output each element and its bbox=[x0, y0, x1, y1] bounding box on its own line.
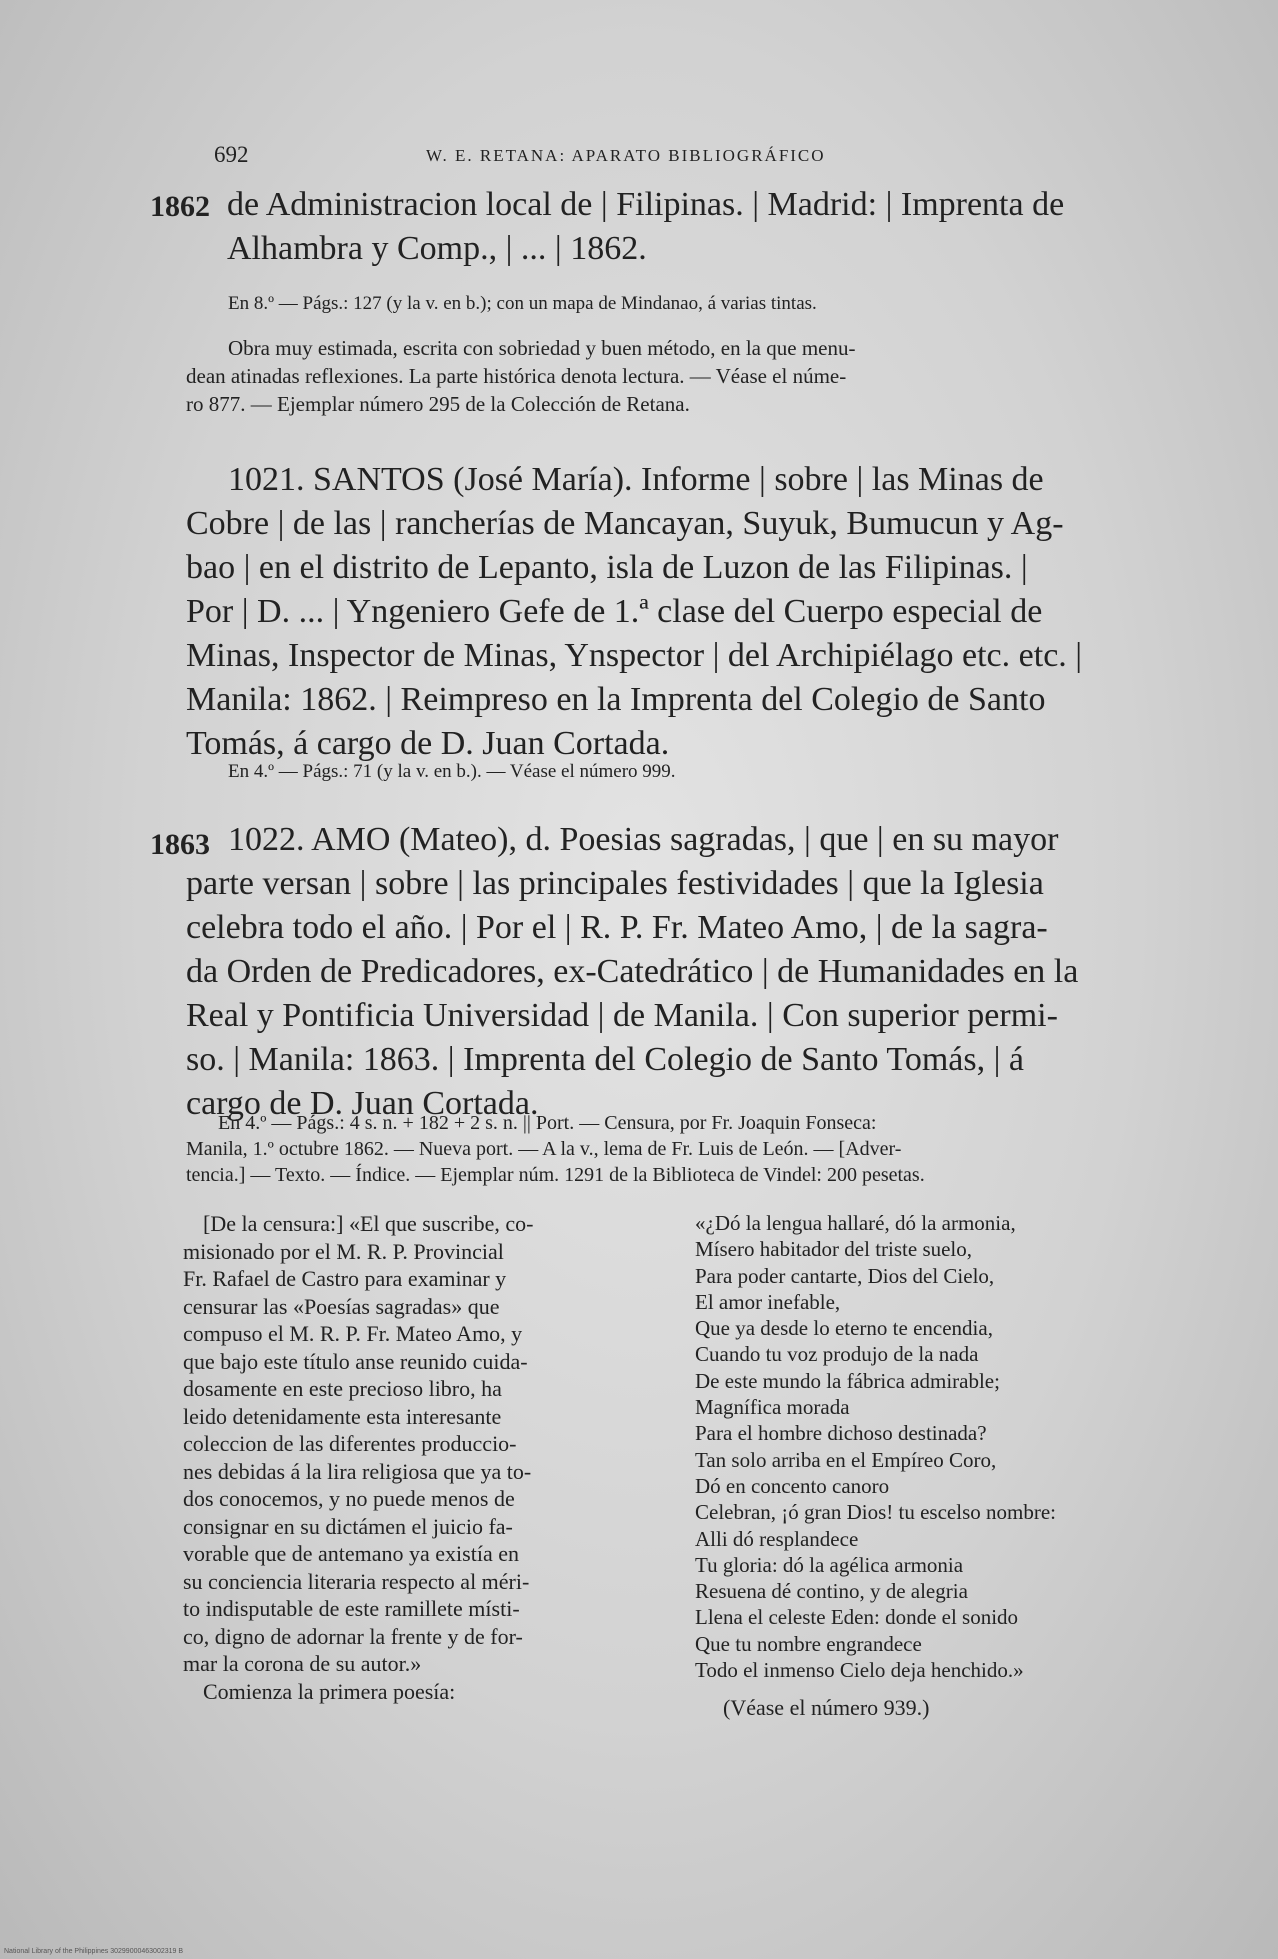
poem-line: «¿Dó la lengua hallaré, dó la armonia, bbox=[695, 1211, 1016, 1235]
poem-line: Tu gloria: dó la agélica armonia bbox=[695, 1552, 964, 1577]
scan-credit: National Library of the Philippines 30299000463002319 B bbox=[4, 1948, 184, 1955]
poem-column bbox=[695, 1210, 1195, 1722]
column-line: compuso el M. R. P. Fr. Mateo Amo, y bbox=[183, 1321, 523, 1346]
poem-line: Resuena dé contino, y de alegria bbox=[695, 1579, 968, 1604]
entry-1021-title bbox=[186, 458, 1196, 766]
title-line: Real y Pontificia Universidad | de Manila. | Con superior permi- bbox=[186, 997, 1058, 1034]
title-line: Por | D. ... | Yngeniero Gefe de 1.ª clase del Cuerpo especial de bbox=[186, 593, 1043, 630]
title-line: bao | en el distrito de Lepanto, isla de Luzon de las Filipinas. | bbox=[186, 549, 1028, 586]
poem-line: Magnífica morada bbox=[695, 1395, 850, 1420]
note-line: dean atinadas reflexiones. La parte histórica denota lectura. — Véase el núme- bbox=[186, 364, 847, 388]
collation-line: En 4.º — Págs.: 4 s. n. + 182 + 2 s. n. || Port. — Censura, por Fr. Joaquin Fonseca: bbox=[218, 1112, 877, 1134]
running-title: W. E. RETANA: APARATO BIBLIOGRÁFICO bbox=[426, 146, 826, 165]
poem-line: Llena el celeste Eden: donde el sonido bbox=[695, 1605, 1019, 1630]
title-line: cargo de D. Juan Cortada. bbox=[186, 1085, 539, 1122]
title-line: Tomás, á cargo de D. Juan Cortada. bbox=[186, 725, 670, 762]
poem-line: Para poder cantarte, Dios del Cielo, bbox=[695, 1263, 995, 1288]
column-line: misionado por el M. R. P. Provincial bbox=[183, 1238, 504, 1264]
column-line: censurar las «Poesías sagradas» que bbox=[183, 1293, 500, 1319]
entry-1022-collation bbox=[186, 1110, 1196, 1188]
page-number: 692 bbox=[214, 142, 249, 167]
column-line: Comienza la primera poesía: bbox=[203, 1678, 456, 1704]
column-line: vorable que de antemano ya existía en bbox=[183, 1541, 519, 1566]
poem-line: Mísero habitador del triste suelo, bbox=[695, 1237, 973, 1262]
year-1862: 1862 bbox=[150, 190, 210, 223]
column-line: to indisputable de este ramillete místi- bbox=[183, 1596, 520, 1621]
column-line: que bajo este título anse reunido cuida- bbox=[183, 1348, 528, 1374]
poem-line: De este mundo la fábrica admirable; bbox=[695, 1368, 1000, 1393]
poem-line: Alli dó resplandece bbox=[695, 1526, 859, 1551]
column-line: Fr. Rafael de Castro para examinar y bbox=[183, 1266, 507, 1291]
note-line: Obra muy estimada, escrita con sobriedad y buen método, en la que menu- bbox=[228, 336, 856, 360]
poem-line: El amor inefable, bbox=[695, 1289, 841, 1314]
poem-line: Dó en concento canoro bbox=[695, 1473, 890, 1498]
title-line: de Administracion local de | Filipinas. | Madrid: | Imprenta de bbox=[227, 186, 1065, 223]
column-line: [De la censura:] «El que suscribe, co- bbox=[203, 1211, 534, 1236]
entry-1022-title bbox=[186, 818, 1196, 1126]
column-line: leido detenidamente esta interesante bbox=[183, 1403, 502, 1429]
collation-line: tencia.] — Texto. — Índice. — Ejemplar núm. 1291 de la Biblioteca de Vindel: 200 pesetas. bbox=[186, 1164, 925, 1186]
poem-line: Que ya desde lo eterno te encendia, bbox=[695, 1316, 993, 1341]
column-line: su conciencia literaria respecto al méri- bbox=[183, 1568, 530, 1594]
column-line: nes debidas á la lira religiosa que ya to- bbox=[183, 1458, 532, 1484]
censura-column bbox=[183, 1210, 663, 1705]
entry-1021-collation: En 4.º — Págs.: 71 (y la v. en b.). — Véase el número 999. bbox=[228, 761, 676, 782]
entry-top-note bbox=[186, 334, 1196, 418]
title-line: Minas, Inspector de Minas, Ynspector | del Archipiélago etc. etc. | bbox=[186, 637, 1083, 674]
column-line: mar la corona de su autor.» bbox=[183, 1651, 422, 1676]
title-line: da Orden de Predicadores, ex-Catedrático | de Humanidades en la bbox=[186, 953, 1079, 990]
title-line: 1022. AMO (Mateo), d. Poesias sagradas, | que | en su mayor bbox=[228, 821, 1059, 858]
entry-top-title bbox=[227, 183, 1197, 271]
poem-line: Todo el inmenso Cielo deja henchido.» bbox=[695, 1658, 1024, 1683]
year-1863: 1863 bbox=[150, 828, 210, 861]
title-line: celebra todo el año. | Por el | R. P. Fr. Mateo Amo, | de la sagra- bbox=[186, 909, 1048, 946]
poem-line: Que tu nombre engrandece bbox=[695, 1631, 922, 1656]
title-line: Manila: 1862. | Reimpreso en la Imprenta del Colegio de Santo bbox=[186, 681, 1046, 718]
title-line: Alhambra y Comp., | ... | 1862. bbox=[227, 230, 647, 267]
column-line: dos conocemos, y no puede menos de bbox=[183, 1486, 515, 1511]
title-line: parte versan | sobre | las principales festividades | que la Iglesia bbox=[186, 865, 1044, 902]
entry-top-collation: En 8.º — Págs.: 127 (y la v. en b.); con un mapa de Mindanao, á varias tintas. bbox=[228, 293, 817, 314]
poem-line: Para el hombre dichoso destinada? bbox=[695, 1421, 987, 1446]
poem-line: Tan solo arriba en el Empíreo Coro, bbox=[695, 1447, 997, 1472]
see-reference: (Véase el número 939.) bbox=[723, 1695, 930, 1721]
title-line: so. | Manila: 1863. | Imprenta del Colegio de Santo Tomás, | á bbox=[186, 1041, 1024, 1078]
note-line: ro 877. — Ejemplar número 295 de la Colección de Retana. bbox=[186, 392, 690, 416]
title-line: 1021. SANTOS (José María). Informe | sobre | las Minas de bbox=[228, 461, 1044, 498]
title-line: Cobre | de las | rancherías de Mancayan, Suyuk, Bumucun y Ag- bbox=[186, 505, 1064, 542]
column-line: consignar en su dictámen el juicio fa- bbox=[183, 1513, 513, 1539]
column-line: dosamente en este precioso libro, ha bbox=[183, 1376, 502, 1401]
column-line: co, digno de adornar la frente y de for- bbox=[183, 1623, 523, 1649]
collation-line: Manila, 1.º octubre 1862. — Nueva port. — A la v., lema de Fr. Luis de León. — [Adver- bbox=[186, 1138, 902, 1160]
poem-line: Cuando tu voz produjo de la nada bbox=[695, 1342, 979, 1367]
column-line: coleccion de las diferentes produccio- bbox=[183, 1431, 517, 1456]
poem-line: Celebran, ¡ó gran Dios! tu escelso nombre: bbox=[695, 1500, 1056, 1525]
